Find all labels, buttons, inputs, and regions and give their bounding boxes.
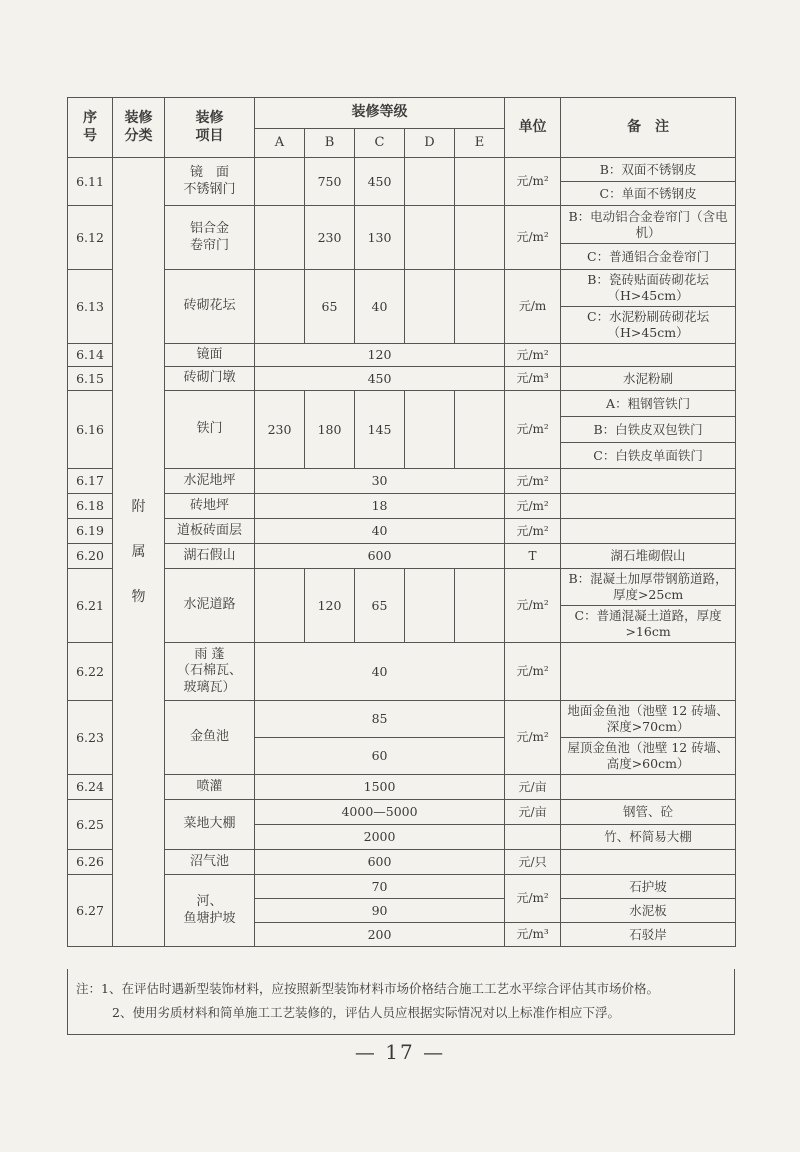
table-row bbox=[68, 391, 736, 417]
level-d-value bbox=[405, 391, 455, 469]
note-cell: 竹、杯简易大棚 bbox=[561, 825, 736, 850]
header-row bbox=[68, 98, 736, 129]
note-cell: C：单面不锈钢皮 bbox=[561, 182, 736, 206]
price-cell: 70 bbox=[255, 875, 505, 899]
level-c-value: 145 bbox=[355, 391, 405, 469]
price-cell: 2000 bbox=[255, 825, 505, 850]
seq-cell: 6.24 bbox=[68, 775, 113, 800]
level-d-value bbox=[405, 206, 455, 270]
level-a-value: 230 bbox=[255, 391, 305, 469]
level-d-value bbox=[405, 569, 455, 643]
level-a-value bbox=[255, 158, 305, 206]
note-cell: 钢管、砼 bbox=[561, 800, 736, 825]
header-unit: 单位 bbox=[505, 98, 561, 158]
item-cell: 菜地大棚 bbox=[165, 800, 255, 850]
item-cell: 水泥地坪 bbox=[165, 469, 255, 494]
unit-cell: 元/m³ bbox=[505, 923, 561, 947]
note-cell bbox=[561, 469, 736, 494]
table-row bbox=[68, 206, 736, 244]
price-cell: 450 bbox=[255, 367, 505, 391]
level-b: B bbox=[305, 129, 355, 158]
item-cell: 镜面 bbox=[165, 344, 255, 367]
note-cell: 石护坡 bbox=[561, 875, 736, 899]
header-seq: 序 号 bbox=[68, 98, 113, 158]
unit-cell: 元/m² bbox=[505, 494, 561, 519]
page-number: — 17 — bbox=[354, 1040, 446, 1064]
level-e-value bbox=[455, 158, 505, 206]
note-cell: B：瓷砖贴面砖砌花坛（H>45cm） bbox=[561, 270, 736, 307]
level-e-value bbox=[455, 206, 505, 270]
level-e-value bbox=[455, 391, 505, 469]
table-footnote bbox=[67, 969, 735, 1035]
level-a-value bbox=[255, 206, 305, 270]
unit-cell: 元/m² bbox=[505, 569, 561, 643]
table-row bbox=[68, 775, 736, 800]
level-c-value: 450 bbox=[355, 158, 405, 206]
price-cell: 90 bbox=[255, 899, 505, 923]
note-cell bbox=[561, 850, 736, 875]
seq-cell: 6.16 bbox=[68, 391, 113, 469]
note-cell: B：双面不锈钢皮 bbox=[561, 158, 736, 182]
unit-cell: 元/m² bbox=[505, 519, 561, 544]
seq-cell: 6.15 bbox=[68, 367, 113, 391]
note-cell bbox=[561, 494, 736, 519]
table-row bbox=[68, 850, 736, 875]
note-cell: C：水泥粉刷砖砌花坛（H>45cm） bbox=[561, 307, 736, 344]
price-cell: 1500 bbox=[255, 775, 505, 800]
price-cell: 120 bbox=[255, 344, 505, 367]
seq-cell: 6.22 bbox=[68, 643, 113, 701]
seq-cell: 6.11 bbox=[68, 158, 113, 206]
item-cell: 雨 蓬 （石棉瓦、 玻璃瓦） bbox=[165, 643, 255, 701]
price-cell: 30 bbox=[255, 469, 505, 494]
table-row bbox=[68, 494, 736, 519]
item-cell: 铁门 bbox=[165, 391, 255, 469]
table-row bbox=[68, 519, 736, 544]
unit-cell: 元/亩 bbox=[505, 800, 561, 825]
note-cell: 屋顶金鱼池（池壁 12 砖墙、高度>60cm） bbox=[561, 738, 736, 775]
unit-cell: 元/m² bbox=[505, 643, 561, 701]
seq-cell: 6.18 bbox=[68, 494, 113, 519]
level-c-value: 65 bbox=[355, 569, 405, 643]
note-cell bbox=[561, 775, 736, 800]
header-category: 装修 分类 bbox=[113, 98, 165, 158]
item-cell: 道板砖面层 bbox=[165, 519, 255, 544]
table-row bbox=[68, 367, 736, 391]
price-cell: 18 bbox=[255, 494, 505, 519]
unit-cell: 元/亩 bbox=[505, 775, 561, 800]
seq-cell: 6.12 bbox=[68, 206, 113, 270]
unit-cell: 元/m² bbox=[505, 391, 561, 469]
item-cell: 砖地坪 bbox=[165, 494, 255, 519]
header-item: 装修 项目 bbox=[165, 98, 255, 158]
table-row bbox=[68, 643, 736, 701]
note-cell bbox=[561, 643, 736, 701]
unit-cell: 元/m³ bbox=[505, 367, 561, 391]
note-cell: 水泥板 bbox=[561, 899, 736, 923]
note-cell bbox=[561, 519, 736, 544]
item-cell: 河、 鱼塘护坡 bbox=[165, 875, 255, 947]
price-cell: 600 bbox=[255, 850, 505, 875]
category-cell: 附 属 物 bbox=[113, 158, 165, 947]
seq-cell: 6.13 bbox=[68, 270, 113, 344]
level-a-value bbox=[255, 270, 305, 344]
unit-cell: 元/只 bbox=[505, 850, 561, 875]
footnote-line-2: 2、使用劣质材料和简单施工工艺装修的，评估人员应根据实际情况对以上标准作相应下浮。 bbox=[112, 1005, 620, 1020]
price-cell: 40 bbox=[255, 643, 505, 701]
note-cell bbox=[561, 344, 736, 367]
price-cell: 40 bbox=[255, 519, 505, 544]
level-c-value: 40 bbox=[355, 270, 405, 344]
header-level: 装修等级 bbox=[255, 98, 505, 129]
unit-cell: T bbox=[505, 544, 561, 569]
table-row bbox=[68, 270, 736, 307]
level-a-value bbox=[255, 569, 305, 643]
level-e-value bbox=[455, 569, 505, 643]
seq-cell: 6.25 bbox=[68, 800, 113, 850]
price-cell: 600 bbox=[255, 544, 505, 569]
item-cell: 砖砌门墩 bbox=[165, 367, 255, 391]
note-cell: C：普通铝合金卷帘门 bbox=[561, 244, 736, 270]
table-row bbox=[68, 344, 736, 367]
level-d-value bbox=[405, 158, 455, 206]
item-cell: 镜 面 不锈钢门 bbox=[165, 158, 255, 206]
seq-cell: 6.23 bbox=[68, 701, 113, 775]
seq-cell: 6.20 bbox=[68, 544, 113, 569]
item-cell: 金鱼池 bbox=[165, 701, 255, 775]
level-b-value: 230 bbox=[305, 206, 355, 270]
level-b-value: 65 bbox=[305, 270, 355, 344]
table-row bbox=[68, 544, 736, 569]
note-cell: 石驳岸 bbox=[561, 923, 736, 947]
level-d: D bbox=[405, 129, 455, 158]
seq-cell: 6.27 bbox=[68, 875, 113, 947]
item-cell: 湖石假山 bbox=[165, 544, 255, 569]
table-row bbox=[68, 800, 736, 825]
seq-cell: 6.21 bbox=[68, 569, 113, 643]
level-a: A bbox=[255, 129, 305, 158]
level-b-value: 180 bbox=[305, 391, 355, 469]
unit-cell: 元/m² bbox=[505, 158, 561, 206]
note-cell: 水泥粉刷 bbox=[561, 367, 736, 391]
level-c-value: 130 bbox=[355, 206, 405, 270]
item-cell: 砖砌花坛 bbox=[165, 270, 255, 344]
level-d-value bbox=[405, 270, 455, 344]
unit-cell bbox=[505, 825, 561, 850]
unit-cell: 元/m² bbox=[505, 344, 561, 367]
note-cell: C：白铁皮单面铁门 bbox=[561, 443, 736, 469]
level-c: C bbox=[355, 129, 405, 158]
seq-cell: 6.14 bbox=[68, 344, 113, 367]
table-row bbox=[68, 875, 736, 899]
price-cell: 200 bbox=[255, 923, 505, 947]
seq-cell: 6.17 bbox=[68, 469, 113, 494]
price-cell: 85 bbox=[255, 701, 505, 738]
footnote-line-1: 注：1、在评估时遇新型装饰材料，应按照新型装饰材料市场价格结合施工工艺水平综合评估其市场价格。 bbox=[76, 981, 659, 996]
note-cell: B：白铁皮双包铁门 bbox=[561, 417, 736, 443]
note-cell: 地面金鱼池（池壁 12 砖墙、深度>70cm） bbox=[561, 701, 736, 738]
seq-cell: 6.19 bbox=[68, 519, 113, 544]
price-cell: 60 bbox=[255, 738, 505, 775]
price-cell: 4000—5000 bbox=[255, 800, 505, 825]
note-cell: B：混凝土加厚带钢筋道路，厚度>25cm bbox=[561, 569, 736, 606]
header-remark: 备 注 bbox=[561, 98, 736, 158]
level-b-value: 750 bbox=[305, 158, 355, 206]
item-cell: 沼气池 bbox=[165, 850, 255, 875]
table-row bbox=[68, 701, 736, 738]
seq-cell: 6.26 bbox=[68, 850, 113, 875]
item-cell: 水泥道路 bbox=[165, 569, 255, 643]
unit-cell: 元/m² bbox=[505, 701, 561, 775]
item-cell: 铝合金 卷帘门 bbox=[165, 206, 255, 270]
level-e-value bbox=[455, 270, 505, 344]
table-row bbox=[68, 569, 736, 606]
unit-cell: 元/m² bbox=[505, 206, 561, 270]
item-cell: 喷灌 bbox=[165, 775, 255, 800]
unit-cell: 元/m² bbox=[505, 469, 561, 494]
decoration-price-table bbox=[67, 97, 736, 947]
level-e: E bbox=[455, 129, 505, 158]
note-cell: A：粗钢管铁门 bbox=[561, 391, 736, 417]
table-row bbox=[68, 469, 736, 494]
table-row bbox=[68, 158, 736, 182]
level-b-value: 120 bbox=[305, 569, 355, 643]
note-cell: 湖石堆砌假山 bbox=[561, 544, 736, 569]
note-cell: B：电动铝合金卷帘门（含电机） bbox=[561, 206, 736, 244]
unit-cell: 元/m bbox=[505, 270, 561, 344]
unit-cell: 元/m² bbox=[505, 875, 561, 923]
note-cell: C：普通混凝土道路，厚度>16cm bbox=[561, 606, 736, 643]
